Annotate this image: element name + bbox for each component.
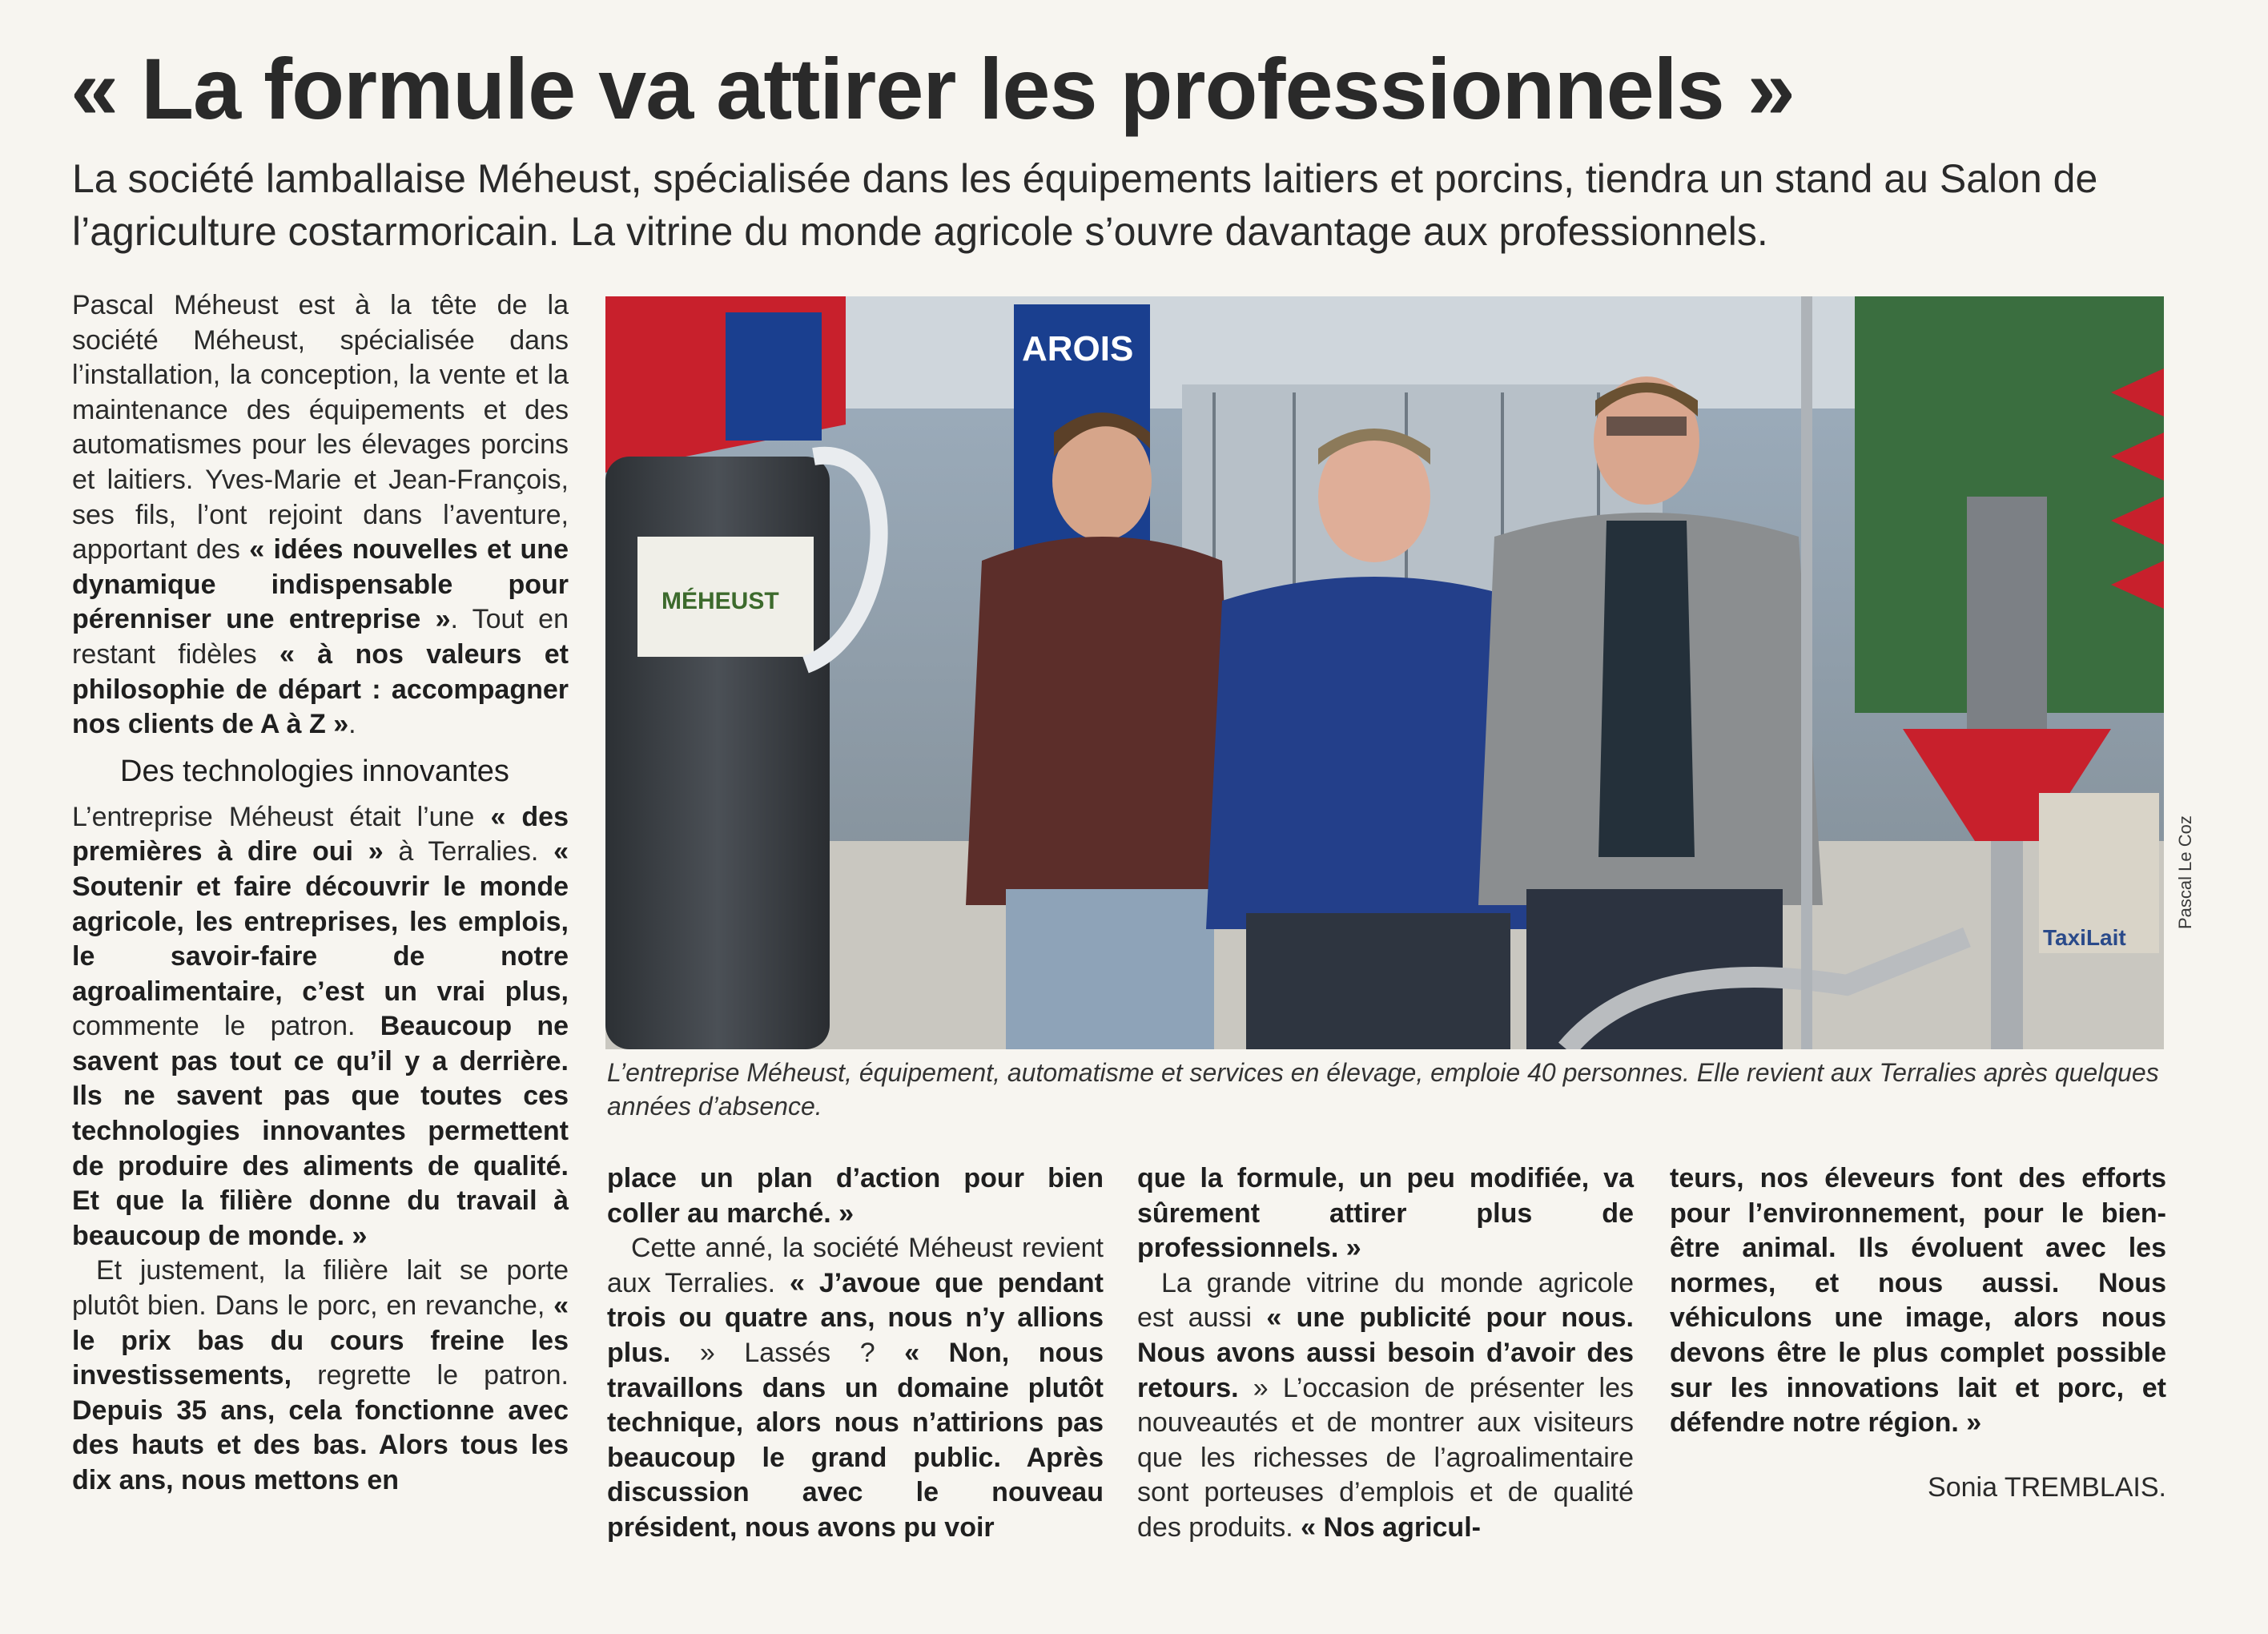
quote-bold: « une publicité pour nous. Nous avons aussi besoin d’avoir des retours. <box>1137 1302 1634 1403</box>
equipment-brand-text: TaxiLait <box>2043 925 2126 950</box>
text-run: à Terralies. <box>383 836 554 867</box>
article-column-3 <box>1137 1161 1634 1546</box>
quote-bold: « Soutenir et faire découvrir le monde agricole, les entreprises, les emplois, le savoir-faire de notre agroalimentaire, c’est un vrai plus, <box>72 836 569 1007</box>
quote-bold: Depuis 35 ans, cela fonctionne avec des hauts et des bas. Alors tous les dix ans, nous mettons en <box>72 1395 569 1495</box>
quote-bold: « Non, nous travaillons dans un domaine plutôt technique, alors nous n’attirions pas beaucoup le grand public. Après discussion avec le nouveau président, nous avons pu voir <box>607 1337 1104 1543</box>
paragraph <box>72 800 569 1254</box>
paragraph <box>1137 1161 1634 1266</box>
text-run: » L’occasion de présenter les nouveautés et de montrer aux visiteurs que les richesses de l’agroalimentaire sont porteuses d’emplois et de qualité des produits. <box>1137 1372 1634 1543</box>
article-headline: « La formule va attirer les professionnels » <box>70 40 1795 137</box>
quote-bold: « le prix bas du cours freine les investissements, <box>72 1290 569 1391</box>
text-run: commente le patron. <box>72 1011 380 1042</box>
article-column-4 <box>1670 1161 2166 1441</box>
photo-caption: L’entreprise Méheust, équipement, automatisme et services en élevage, emploie 40 personnes. Elle revient aux Terralies après quelques années d’absence. <box>607 1058 2159 1121</box>
text-run: Cette anné, la société Méheust revient aux Terralies. <box>607 1233 1104 1298</box>
photo-illustration <box>605 296 2164 1049</box>
quote-bold: « à nos valeurs et philosophie de départ : accompagner nos clients de A à Z » <box>72 638 569 740</box>
paragraph <box>1670 1161 2166 1441</box>
text-run: La grande vitrine du monde agricole est aussi <box>1137 1267 1634 1334</box>
text-run: . <box>348 709 356 740</box>
text-run: Et justement, la filière lait se porte plutôt bien. Dans le porc, en revanche, <box>72 1255 569 1322</box>
text-run: regrette le patron. <box>292 1360 569 1391</box>
article-photo <box>605 296 2164 1049</box>
text-run: . Tout en restant fidèles <box>72 604 569 670</box>
quote-bold: Beaucoup ne savent pas tout ce qu’il y a derrière. Ils ne savent pas que toutes ces technologies innovantes permettent de produire des aliments de qualité. Et que la filière donne du travail à beaucoup de monde. » <box>72 1011 569 1251</box>
paragraph <box>607 1161 1104 1231</box>
sign-text: AROIS <box>1022 329 1134 368</box>
tank-brand-text: MÉHEUST <box>662 588 779 614</box>
paragraph <box>1137 1266 1634 1546</box>
photo-credit: Pascal Le Coz <box>2175 815 2195 929</box>
quote-bold: « J’avoue que pendant trois ou quatre ans, nous n’y allions plus. <box>607 1267 1104 1368</box>
quote-bold: que la formule, un peu modifiée, va sûrement attirer plus de professionnels. » <box>1137 1163 1634 1264</box>
paragraph <box>72 1254 569 1498</box>
quote-bold: place un plan d’action pour bien coller au marché. » <box>607 1163 1104 1229</box>
section-subheading: Des technologies innovantes <box>120 754 509 788</box>
article-column-2 <box>607 1161 1104 1546</box>
text-run: Pascal Méheust est à la tête de la société Méheust, spécialisée dans l’installation, la conception, la vente et la maintenance des équipements et des automatismes pour les élevages porcins et laitiers. Yves-Marie et Jean-François, ses fils, l’ont rejoint dans l’aventure, apportant des <box>72 290 569 565</box>
text-run: L’entreprise Méheust était l’une <box>72 801 491 832</box>
quote-bold: teurs, nos éleveurs font des efforts pour l’environnement, pour le bien-être animal. Ils évoluent avec les normes, et nous aussi. Nous véhiculons une image, alors nous devons être le plus complet possible sur les innovations lait et porc, et défendre notre région. » <box>1670 1163 2166 1439</box>
text-run: » Lassés ? <box>670 1337 905 1368</box>
paragraph <box>607 1231 1104 1545</box>
article-column-1 <box>72 288 569 1499</box>
article-lede: La société lamballaise Méheust, spécialisée dans les équipements laitiers et porcins, tiendra un stand au Salon de l’agriculture costarmoricain. La vitrine du monde agricole s’ouvre davantage aux professionnels. <box>72 156 2098 254</box>
author-signature: Sonia TREMBLAIS. <box>1928 1472 2166 1503</box>
paragraph <box>72 288 569 743</box>
quote-bold: « Nos agricul- <box>1301 1511 1481 1543</box>
quote-bold: « idées nouvelles et une dynamique indispensable pour pérenniser une entreprise » <box>72 534 569 635</box>
quote-bold: « des premières à dire oui » <box>72 801 569 867</box>
blue-sign-left <box>726 312 822 441</box>
